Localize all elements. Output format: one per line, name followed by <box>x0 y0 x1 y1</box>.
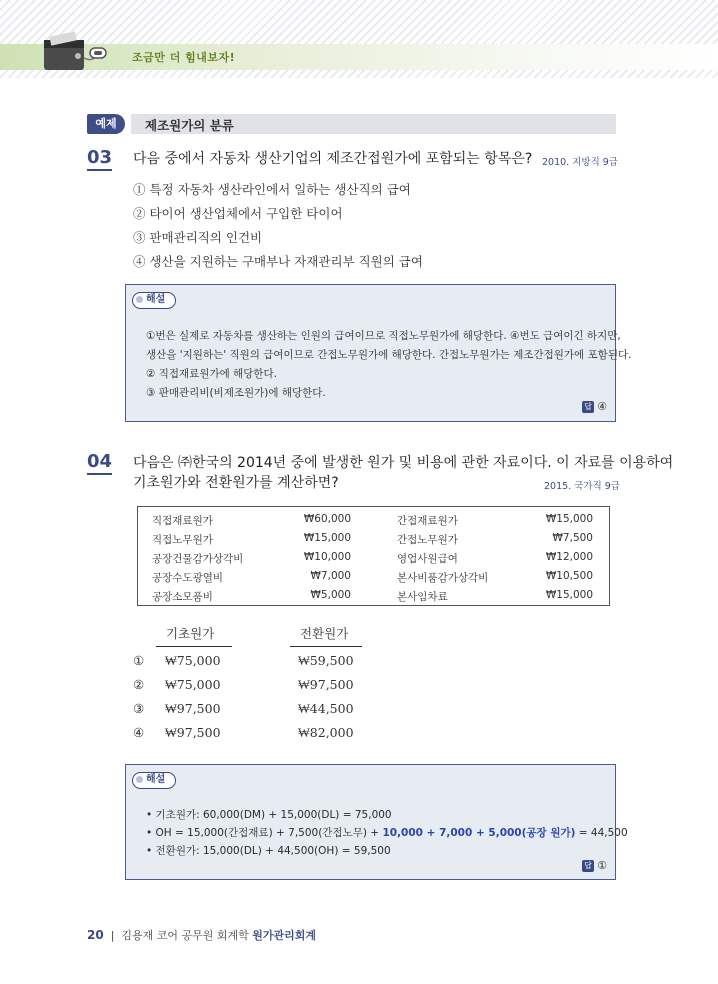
page-number: 20 <box>87 928 104 942</box>
question-number-03: 03 <box>87 148 112 171</box>
option-header-conversion-cost: 전환원가 <box>300 626 349 641</box>
solution-box-04 <box>125 764 628 880</box>
wallet-icon <box>20 28 120 74</box>
table-cell: 공장수도광열비 <box>152 572 224 584</box>
solution-line: 생산을 '지원하는' 직원의 급여이므로 간접노무원가에 해당한다. 간접노무원가는 제조간접원가에 포함된다. <box>146 349 632 361</box>
table-cell: ₩7,500 <box>552 532 593 544</box>
option-prime-cost: ₩75,000 <box>165 677 221 692</box>
question-source-03: 2010. 지방직 9급 <box>542 157 618 168</box>
table-cell: ₩10,000 <box>303 551 351 563</box>
book-title: 김용재 코어 공무원 회계학 <box>121 929 249 942</box>
solution-box-03 <box>125 284 632 422</box>
solution-tag: 해설 <box>132 772 176 789</box>
solution-highlight: 10,000 + 7,000 + 5,000(공장 원가) <box>382 827 576 839</box>
answer-badge: 답 <box>582 401 594 413</box>
header-underline <box>290 646 362 647</box>
table-cell: 공장건물감가상각비 <box>152 553 244 565</box>
table-cell: ₩5,000 <box>310 589 351 601</box>
question-text-04-line2: 기초원가와 전환원가를 계산하면? <box>133 475 339 491</box>
solution-text: • OH = 15,000(간접재료) + 7,500(간접노무) + <box>146 827 383 839</box>
solution-line: ② 직접재료원가에 해당한다. <box>146 368 277 380</box>
solution-text: = 44,500 <box>575 827 628 839</box>
cost-data-table <box>137 506 610 606</box>
choice-4: ④ 생산을 지원하는 구매부나 자재관리부 직원의 급여 <box>133 254 423 269</box>
table-cell: 영업사원급여 <box>397 553 458 565</box>
option-number: ③ <box>133 701 145 716</box>
table-cell: 간접재료원가 <box>397 515 458 527</box>
question-source-04: 2015. 국가직 9급 <box>544 481 620 492</box>
table-cell: ₩15,000 <box>545 589 593 601</box>
option-number: ② <box>133 677 145 692</box>
solution-line: • 전환원가: 15,000(DL) + 44,500(OH) = 59,500 <box>146 845 391 857</box>
table-cell: 직접노무원가 <box>152 534 213 546</box>
answer-value: ④ <box>597 400 607 413</box>
example-tag: 예제 <box>87 114 125 134</box>
table-cell: 공장소모품비 <box>152 591 213 603</box>
header-underline <box>156 646 232 647</box>
table-cell: ₩15,000 <box>303 532 351 544</box>
option-number: ④ <box>133 725 145 740</box>
table-cell: ₩10,500 <box>545 570 593 582</box>
option-conversion-cost: ₩44,500 <box>298 701 354 716</box>
question-text-03: 다음 중에서 자동차 생산기업의 제조간접원가에 포함되는 항목은? <box>133 151 533 167</box>
option-conversion-cost: ₩97,500 <box>298 677 354 692</box>
question-text-04-line1: 다음은 ㈜한국의 2014년 중에 발생한 원가 및 비용에 관한 자료이다. 이 자료를 이용하여 <box>133 455 674 471</box>
banner-title: 조금만 더 힘내보자! <box>132 51 236 64</box>
option-prime-cost: ₩97,500 <box>165 701 221 716</box>
option-prime-cost: ₩75,000 <box>165 653 221 668</box>
solution-line: ①번은 실제로 자동차를 생산하는 인원의 급여이므로 직접노무원가에 해당한다. ④번도 급여이긴 하지만, <box>146 330 621 342</box>
subject-title: 원가관리회계 <box>252 929 317 942</box>
choice-1: ① 특정 자동차 생산라인에서 일하는 생산직의 급여 <box>133 182 411 197</box>
table-cell: 직접재료원가 <box>152 515 213 527</box>
option-prime-cost: ₩97,500 <box>165 725 221 740</box>
table-cell: ₩12,000 <box>545 551 593 563</box>
option-number: ① <box>133 653 145 668</box>
answer-value: ① <box>597 859 607 872</box>
example-title: 제조원가의 분류 <box>145 118 234 133</box>
table-cell: ₩7,000 <box>310 570 351 582</box>
answer <box>582 400 607 413</box>
table-cell: ₩60,000 <box>303 513 351 525</box>
table-cell: 본사임차료 <box>397 591 448 603</box>
solution-line: • 기초원가: 60,000(DM) + 15,000(DL) = 75,000 <box>146 809 392 821</box>
table-cell: ₩15,000 <box>545 513 593 525</box>
solution-tag: 해설 <box>132 292 176 309</box>
option-conversion-cost: ₩82,000 <box>298 725 354 740</box>
page-footer <box>87 927 316 943</box>
table-cell: 간접노무원가 <box>397 534 458 546</box>
solution-line <box>146 825 628 840</box>
question-number-04: 04 <box>87 452 112 475</box>
answer-badge: 답 <box>582 860 594 872</box>
table-cell: 본사비품감가상각비 <box>397 572 489 584</box>
choice-3: ③ 판매관리직의 인건비 <box>133 230 263 245</box>
option-conversion-cost: ₩59,500 <box>298 653 354 668</box>
header-banner <box>0 0 718 78</box>
solution-line: ③ 판매관리비(비제조원가)에 해당한다. <box>146 387 326 399</box>
choice-2: ② 타이어 생산업체에서 구입한 타이어 <box>133 206 343 221</box>
option-header-prime-cost: 기초원가 <box>166 626 215 641</box>
footer-divider: | <box>107 929 122 942</box>
answer <box>582 859 607 872</box>
